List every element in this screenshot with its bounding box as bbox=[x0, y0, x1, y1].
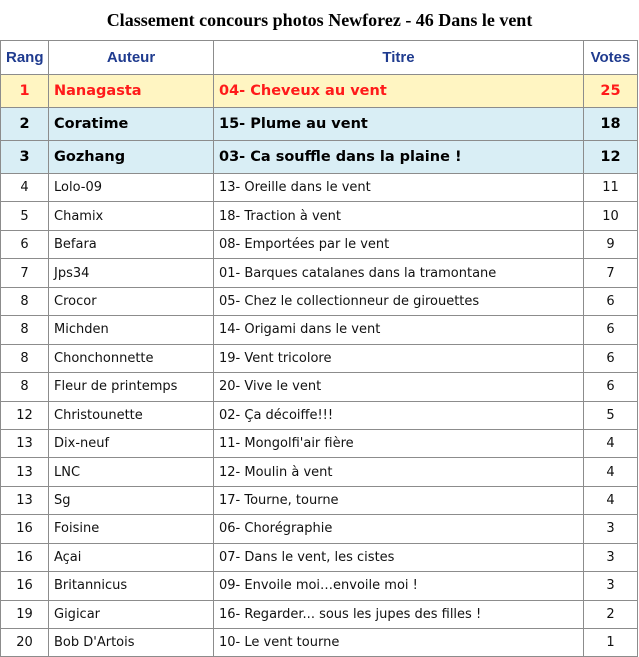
rank-cell: 13 bbox=[1, 429, 49, 457]
table-row bbox=[1, 515, 638, 543]
table-row bbox=[1, 486, 638, 514]
votes-cell: 18 bbox=[584, 108, 638, 141]
title-cell: 13- Oreille dans le vent bbox=[214, 174, 584, 202]
author-cell: LNC bbox=[49, 458, 214, 486]
ranking-table bbox=[0, 40, 638, 657]
table-row bbox=[1, 108, 638, 141]
table-row bbox=[1, 141, 638, 174]
author-cell: Gigicar bbox=[49, 600, 214, 628]
title-cell: 19- Vent tricolore bbox=[214, 344, 584, 372]
table-row bbox=[1, 572, 638, 600]
rank-cell: 19 bbox=[1, 600, 49, 628]
rank-cell: 20 bbox=[1, 629, 49, 657]
author-cell: Christounette bbox=[49, 401, 214, 429]
rank-cell: 16 bbox=[1, 515, 49, 543]
header-rang: Rang bbox=[1, 41, 49, 75]
title-cell: 14- Origami dans le vent bbox=[214, 316, 584, 344]
title-cell: 10- Le vent tourne bbox=[214, 629, 584, 657]
table-row bbox=[1, 543, 638, 571]
votes-cell: 3 bbox=[584, 543, 638, 571]
title-cell: 05- Chez le collectionneur de girouettes bbox=[214, 287, 584, 315]
votes-cell: 25 bbox=[584, 75, 638, 108]
title-cell: 06- Chorégraphie bbox=[214, 515, 584, 543]
rank-cell: 13 bbox=[1, 458, 49, 486]
table-row bbox=[1, 259, 638, 287]
table-row bbox=[1, 629, 638, 657]
table-row bbox=[1, 344, 638, 372]
table-row bbox=[1, 401, 638, 429]
votes-cell: 6 bbox=[584, 287, 638, 315]
author-cell: Fleur de printemps bbox=[49, 373, 214, 401]
rank-cell: 8 bbox=[1, 373, 49, 401]
table-row bbox=[1, 287, 638, 315]
votes-cell: 1 bbox=[584, 629, 638, 657]
title-cell: 09- Envoile moi…envoile moi ! bbox=[214, 572, 584, 600]
table-row bbox=[1, 316, 638, 344]
rank-cell: 7 bbox=[1, 259, 49, 287]
author-cell: Britannicus bbox=[49, 572, 214, 600]
author-cell: Gozhang bbox=[49, 141, 214, 174]
table-row bbox=[1, 75, 638, 108]
rank-cell: 6 bbox=[1, 230, 49, 258]
title-cell: 18- Traction à vent bbox=[214, 202, 584, 230]
author-cell: Dix-neuf bbox=[49, 429, 214, 457]
rank-cell: 5 bbox=[1, 202, 49, 230]
rank-cell: 16 bbox=[1, 572, 49, 600]
title-cell: 03- Ca souffle dans la plaine ! bbox=[214, 141, 584, 174]
header-votes: Votes bbox=[584, 41, 638, 75]
votes-cell: 6 bbox=[584, 373, 638, 401]
author-cell: Açai bbox=[49, 543, 214, 571]
votes-cell: 2 bbox=[584, 600, 638, 628]
votes-cell: 6 bbox=[584, 344, 638, 372]
header-titre: Titre bbox=[214, 41, 584, 75]
rank-cell: 8 bbox=[1, 287, 49, 315]
votes-cell: 4 bbox=[584, 486, 638, 514]
title-cell: 15- Plume au vent bbox=[214, 108, 584, 141]
header-row bbox=[1, 41, 638, 75]
table-row bbox=[1, 230, 638, 258]
author-cell: Michden bbox=[49, 316, 214, 344]
table-row bbox=[1, 600, 638, 628]
title-cell: 16- Regarder... sous les jupes des filles ! bbox=[214, 600, 584, 628]
author-cell: Jps34 bbox=[49, 259, 214, 287]
rank-cell: 3 bbox=[1, 141, 49, 174]
votes-cell: 9 bbox=[584, 230, 638, 258]
table-row bbox=[1, 202, 638, 230]
votes-cell: 6 bbox=[584, 316, 638, 344]
author-cell: Sg bbox=[49, 486, 214, 514]
page-title: Classement concours photos Newforez - 46 Dans le vent bbox=[0, 0, 639, 40]
votes-cell: 7 bbox=[584, 259, 638, 287]
author-cell: Foisine bbox=[49, 515, 214, 543]
votes-cell: 3 bbox=[584, 572, 638, 600]
table-row bbox=[1, 458, 638, 486]
votes-cell: 12 bbox=[584, 141, 638, 174]
author-cell: Crocor bbox=[49, 287, 214, 315]
votes-cell: 11 bbox=[584, 174, 638, 202]
title-cell: 17- Tourne, tourne bbox=[214, 486, 584, 514]
author-cell: Lolo-09 bbox=[49, 174, 214, 202]
rank-cell: 2 bbox=[1, 108, 49, 141]
rank-cell: 8 bbox=[1, 344, 49, 372]
votes-cell: 4 bbox=[584, 429, 638, 457]
title-cell: 11- Mongolfi'air fière bbox=[214, 429, 584, 457]
table-row bbox=[1, 429, 638, 457]
title-cell: 02- Ça décoiffe!!! bbox=[214, 401, 584, 429]
votes-cell: 4 bbox=[584, 458, 638, 486]
title-cell: 12- Moulin à vent bbox=[214, 458, 584, 486]
rank-cell: 8 bbox=[1, 316, 49, 344]
votes-cell: 10 bbox=[584, 202, 638, 230]
author-cell: Nanagasta bbox=[49, 75, 214, 108]
title-cell: 08- Emportées par le vent bbox=[214, 230, 584, 258]
rank-cell: 1 bbox=[1, 75, 49, 108]
votes-cell: 3 bbox=[584, 515, 638, 543]
author-cell: Coratime bbox=[49, 108, 214, 141]
rank-cell: 4 bbox=[1, 174, 49, 202]
table-row bbox=[1, 174, 638, 202]
rank-cell: 16 bbox=[1, 543, 49, 571]
author-cell: Chonchonnette bbox=[49, 344, 214, 372]
author-cell: Bob D'Artois bbox=[49, 629, 214, 657]
rank-cell: 13 bbox=[1, 486, 49, 514]
header-auteur: Auteur bbox=[49, 41, 214, 75]
author-cell: Befara bbox=[49, 230, 214, 258]
table-row bbox=[1, 373, 638, 401]
title-cell: 20- Vive le vent bbox=[214, 373, 584, 401]
rank-cell: 12 bbox=[1, 401, 49, 429]
votes-cell: 5 bbox=[584, 401, 638, 429]
title-cell: 04- Cheveux au vent bbox=[214, 75, 584, 108]
title-cell: 07- Dans le vent, les cistes bbox=[214, 543, 584, 571]
title-cell: 01- Barques catalanes dans la tramontane bbox=[214, 259, 584, 287]
author-cell: Chamix bbox=[49, 202, 214, 230]
